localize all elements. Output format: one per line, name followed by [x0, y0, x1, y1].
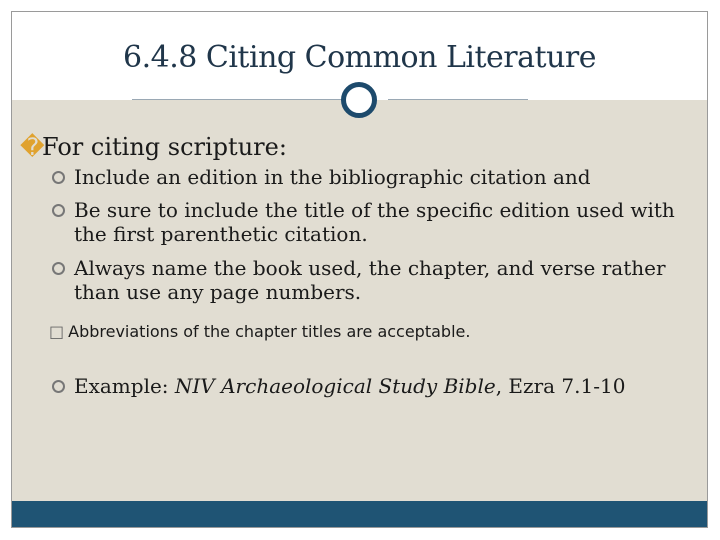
bullet-ring-icon	[52, 204, 65, 217]
example-bullet	[52, 374, 702, 398]
title-divider-left	[132, 99, 348, 100]
footer-band	[12, 501, 707, 527]
sub-bullet	[49, 322, 470, 341]
slide-title: 6.4.8 Citing Common Literature	[123, 40, 596, 75]
slide	[11, 11, 708, 528]
sub-bullet-marker-icon: □	[49, 322, 65, 341]
example-reference: , Ezra 7.1-10	[495, 374, 626, 398]
example-text	[74, 374, 702, 398]
bullet-ring-icon	[52, 262, 65, 275]
bullet-item	[52, 165, 702, 189]
decorative-circle-icon	[341, 82, 377, 118]
bullet-item	[52, 198, 702, 246]
example-book-title: NIV Archaeological Study Bible	[174, 374, 496, 398]
example-prefix: Example:	[74, 374, 175, 398]
title-divider-right	[388, 99, 528, 100]
bullet-ring-icon	[52, 171, 65, 184]
section-heading	[20, 133, 287, 161]
sub-bullet-text: Abbreviations of the chapter titles are acceptable.	[68, 322, 471, 341]
heading-marker-icon: �	[20, 133, 45, 161]
bullet-text: Always name the book used, the chapter, and verse rather than use any page numbers.	[74, 256, 666, 304]
bullet-item	[52, 256, 702, 304]
section-heading-text: For citing scripture:	[42, 133, 287, 161]
bullet-text: Include an edition in the bibliographic citation and	[74, 165, 591, 189]
bullet-text: Be sure to include the title of the specific edition used with the first parenthetic citation.	[74, 198, 675, 246]
bullet-ring-icon	[52, 380, 65, 393]
